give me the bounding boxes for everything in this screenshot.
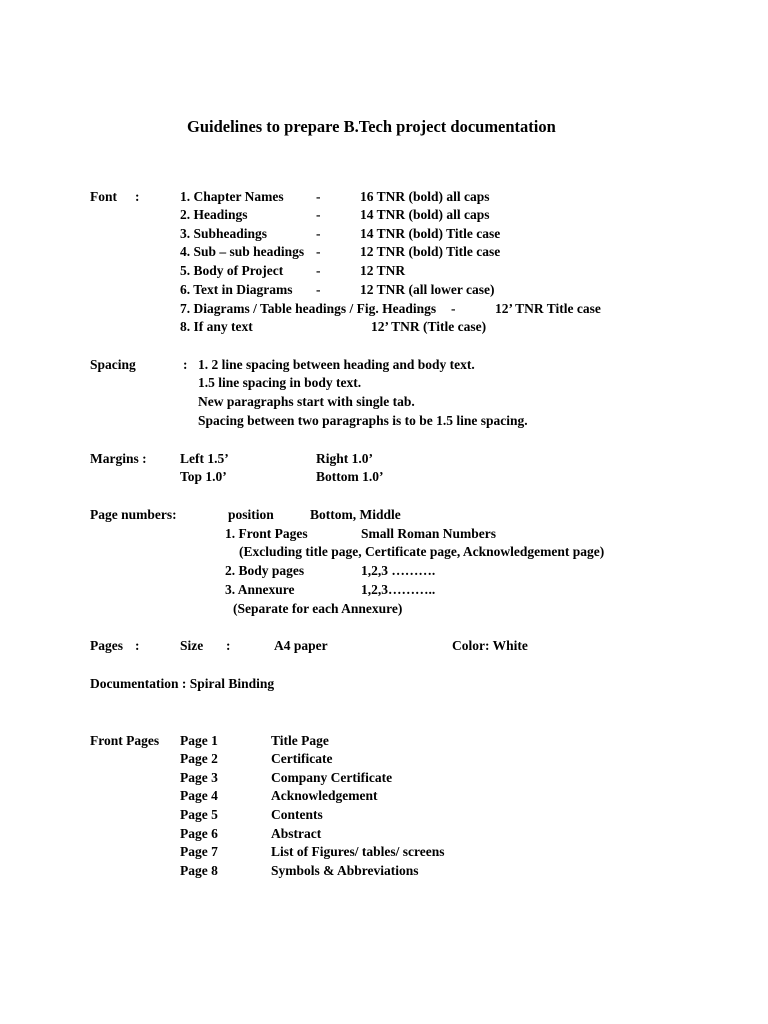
front-page-content: Company Certificate bbox=[271, 770, 393, 785]
body-pages-numbering-value: 1,2,3 ………. bbox=[361, 563, 436, 578]
font-item-name: 2. Headings bbox=[180, 207, 248, 222]
front-page-number: Page 6 bbox=[180, 826, 218, 841]
spacing-colon: : bbox=[183, 357, 188, 372]
size-colon: : bbox=[226, 638, 231, 653]
front-page-number: Page 8 bbox=[180, 863, 218, 878]
font-item-name: 6. Text in Diagrams bbox=[180, 282, 293, 297]
front-page-number: Page 5 bbox=[180, 807, 218, 822]
font-item-dash: - bbox=[316, 263, 321, 278]
page-title: Guidelines to prepare B.Tech project documentation bbox=[187, 117, 556, 136]
front-page-number: Page 4 bbox=[180, 788, 218, 803]
font-item-dash: - bbox=[451, 301, 456, 316]
front-page-content: Acknowledgement bbox=[271, 788, 378, 803]
font-item-value: 14 TNR (bold) all caps bbox=[360, 207, 490, 222]
front-page-content: Certificate bbox=[271, 751, 333, 766]
position-value: Bottom, Middle bbox=[310, 507, 401, 522]
font-item-dash: - bbox=[316, 226, 321, 241]
front-pages-numbering-value: Small Roman Numbers bbox=[361, 526, 497, 541]
font-item-value: 12 TNR (bold) Title case bbox=[360, 244, 501, 259]
front-page-content: Symbols & Abbreviations bbox=[271, 863, 419, 878]
margin-left: Left 1.5’ bbox=[180, 451, 229, 466]
font-item-value: 12’ TNR (Title case) bbox=[371, 319, 487, 334]
font-item-value: 12 TNR bbox=[360, 263, 406, 278]
margin-right: Right 1.0’ bbox=[316, 451, 373, 466]
font-item-name: 7. Diagrams / Table headings / Fig. Headings bbox=[180, 301, 437, 316]
font-item-dash: - bbox=[316, 244, 321, 259]
spacing-line: New paragraphs start with single tab. bbox=[198, 394, 415, 409]
front-page-number: Page 7 bbox=[180, 844, 218, 859]
color-value: Color: White bbox=[452, 638, 528, 653]
front-page-number: Page 3 bbox=[180, 770, 218, 785]
front-page-content: Contents bbox=[271, 807, 323, 822]
position-label: position bbox=[228, 507, 274, 522]
font-item-name: 5. Body of Project bbox=[180, 263, 284, 278]
size-label: Size bbox=[180, 638, 204, 653]
font-label: Font bbox=[90, 189, 117, 204]
front-page-content: Title Page bbox=[271, 733, 329, 748]
spacing-line: 1. 2 line spacing between heading and body text. bbox=[198, 357, 475, 372]
annexure-numbering: 3. Annexure bbox=[225, 582, 295, 597]
annexure-note: (Separate for each Annexure) bbox=[233, 601, 403, 616]
margin-top: Top 1.0’ bbox=[180, 469, 227, 484]
font-colon: : bbox=[135, 189, 140, 204]
font-item-name: 3. Subheadings bbox=[180, 226, 268, 241]
front-pages-label: Front Pages bbox=[90, 733, 160, 748]
margins-label: Margins : bbox=[90, 451, 147, 466]
body-pages-numbering: 2. Body pages bbox=[225, 563, 305, 578]
documentation-line: Documentation : Spiral Binding bbox=[90, 676, 275, 691]
annexure-numbering-value: 1,2,3……….. bbox=[361, 582, 436, 597]
font-item-dash: - bbox=[316, 282, 321, 297]
front-pages-note: (Excluding title page, Certificate page, Acknowledgement page) bbox=[239, 544, 605, 559]
front-page-number: Page 1 bbox=[180, 733, 218, 748]
front-page-content: Abstract bbox=[271, 826, 322, 841]
font-item-dash: - bbox=[316, 189, 321, 204]
font-item-name: 8. If any text bbox=[180, 319, 253, 334]
page-numbers-label: Page numbers: bbox=[90, 507, 177, 522]
size-value: A4 paper bbox=[274, 638, 328, 653]
font-item-value: 12’ TNR Title case bbox=[495, 301, 601, 316]
front-page-number: Page 2 bbox=[180, 751, 218, 766]
pages-colon: : bbox=[135, 638, 140, 653]
margin-bottom: Bottom 1.0’ bbox=[316, 469, 384, 484]
font-item-name: 1. Chapter Names bbox=[180, 189, 284, 204]
spacing-line: 1.5 line spacing in body text. bbox=[198, 375, 362, 390]
pages-label: Pages bbox=[90, 638, 123, 653]
font-item-dash: - bbox=[316, 207, 321, 222]
font-item-value: 14 TNR (bold) Title case bbox=[360, 226, 501, 241]
font-item-value: 16 TNR (bold) all caps bbox=[360, 189, 490, 204]
spacing-label: Spacing bbox=[90, 357, 136, 372]
font-item-value: 12 TNR (all lower case) bbox=[360, 282, 495, 297]
front-page-content: List of Figures/ tables/ screens bbox=[271, 844, 445, 859]
front-pages-numbering: 1. Front Pages bbox=[225, 526, 308, 541]
spacing-line: Spacing between two paragraphs is to be 1.5 line spacing. bbox=[198, 413, 528, 428]
font-item-name: 4. Sub – sub headings bbox=[180, 244, 305, 259]
